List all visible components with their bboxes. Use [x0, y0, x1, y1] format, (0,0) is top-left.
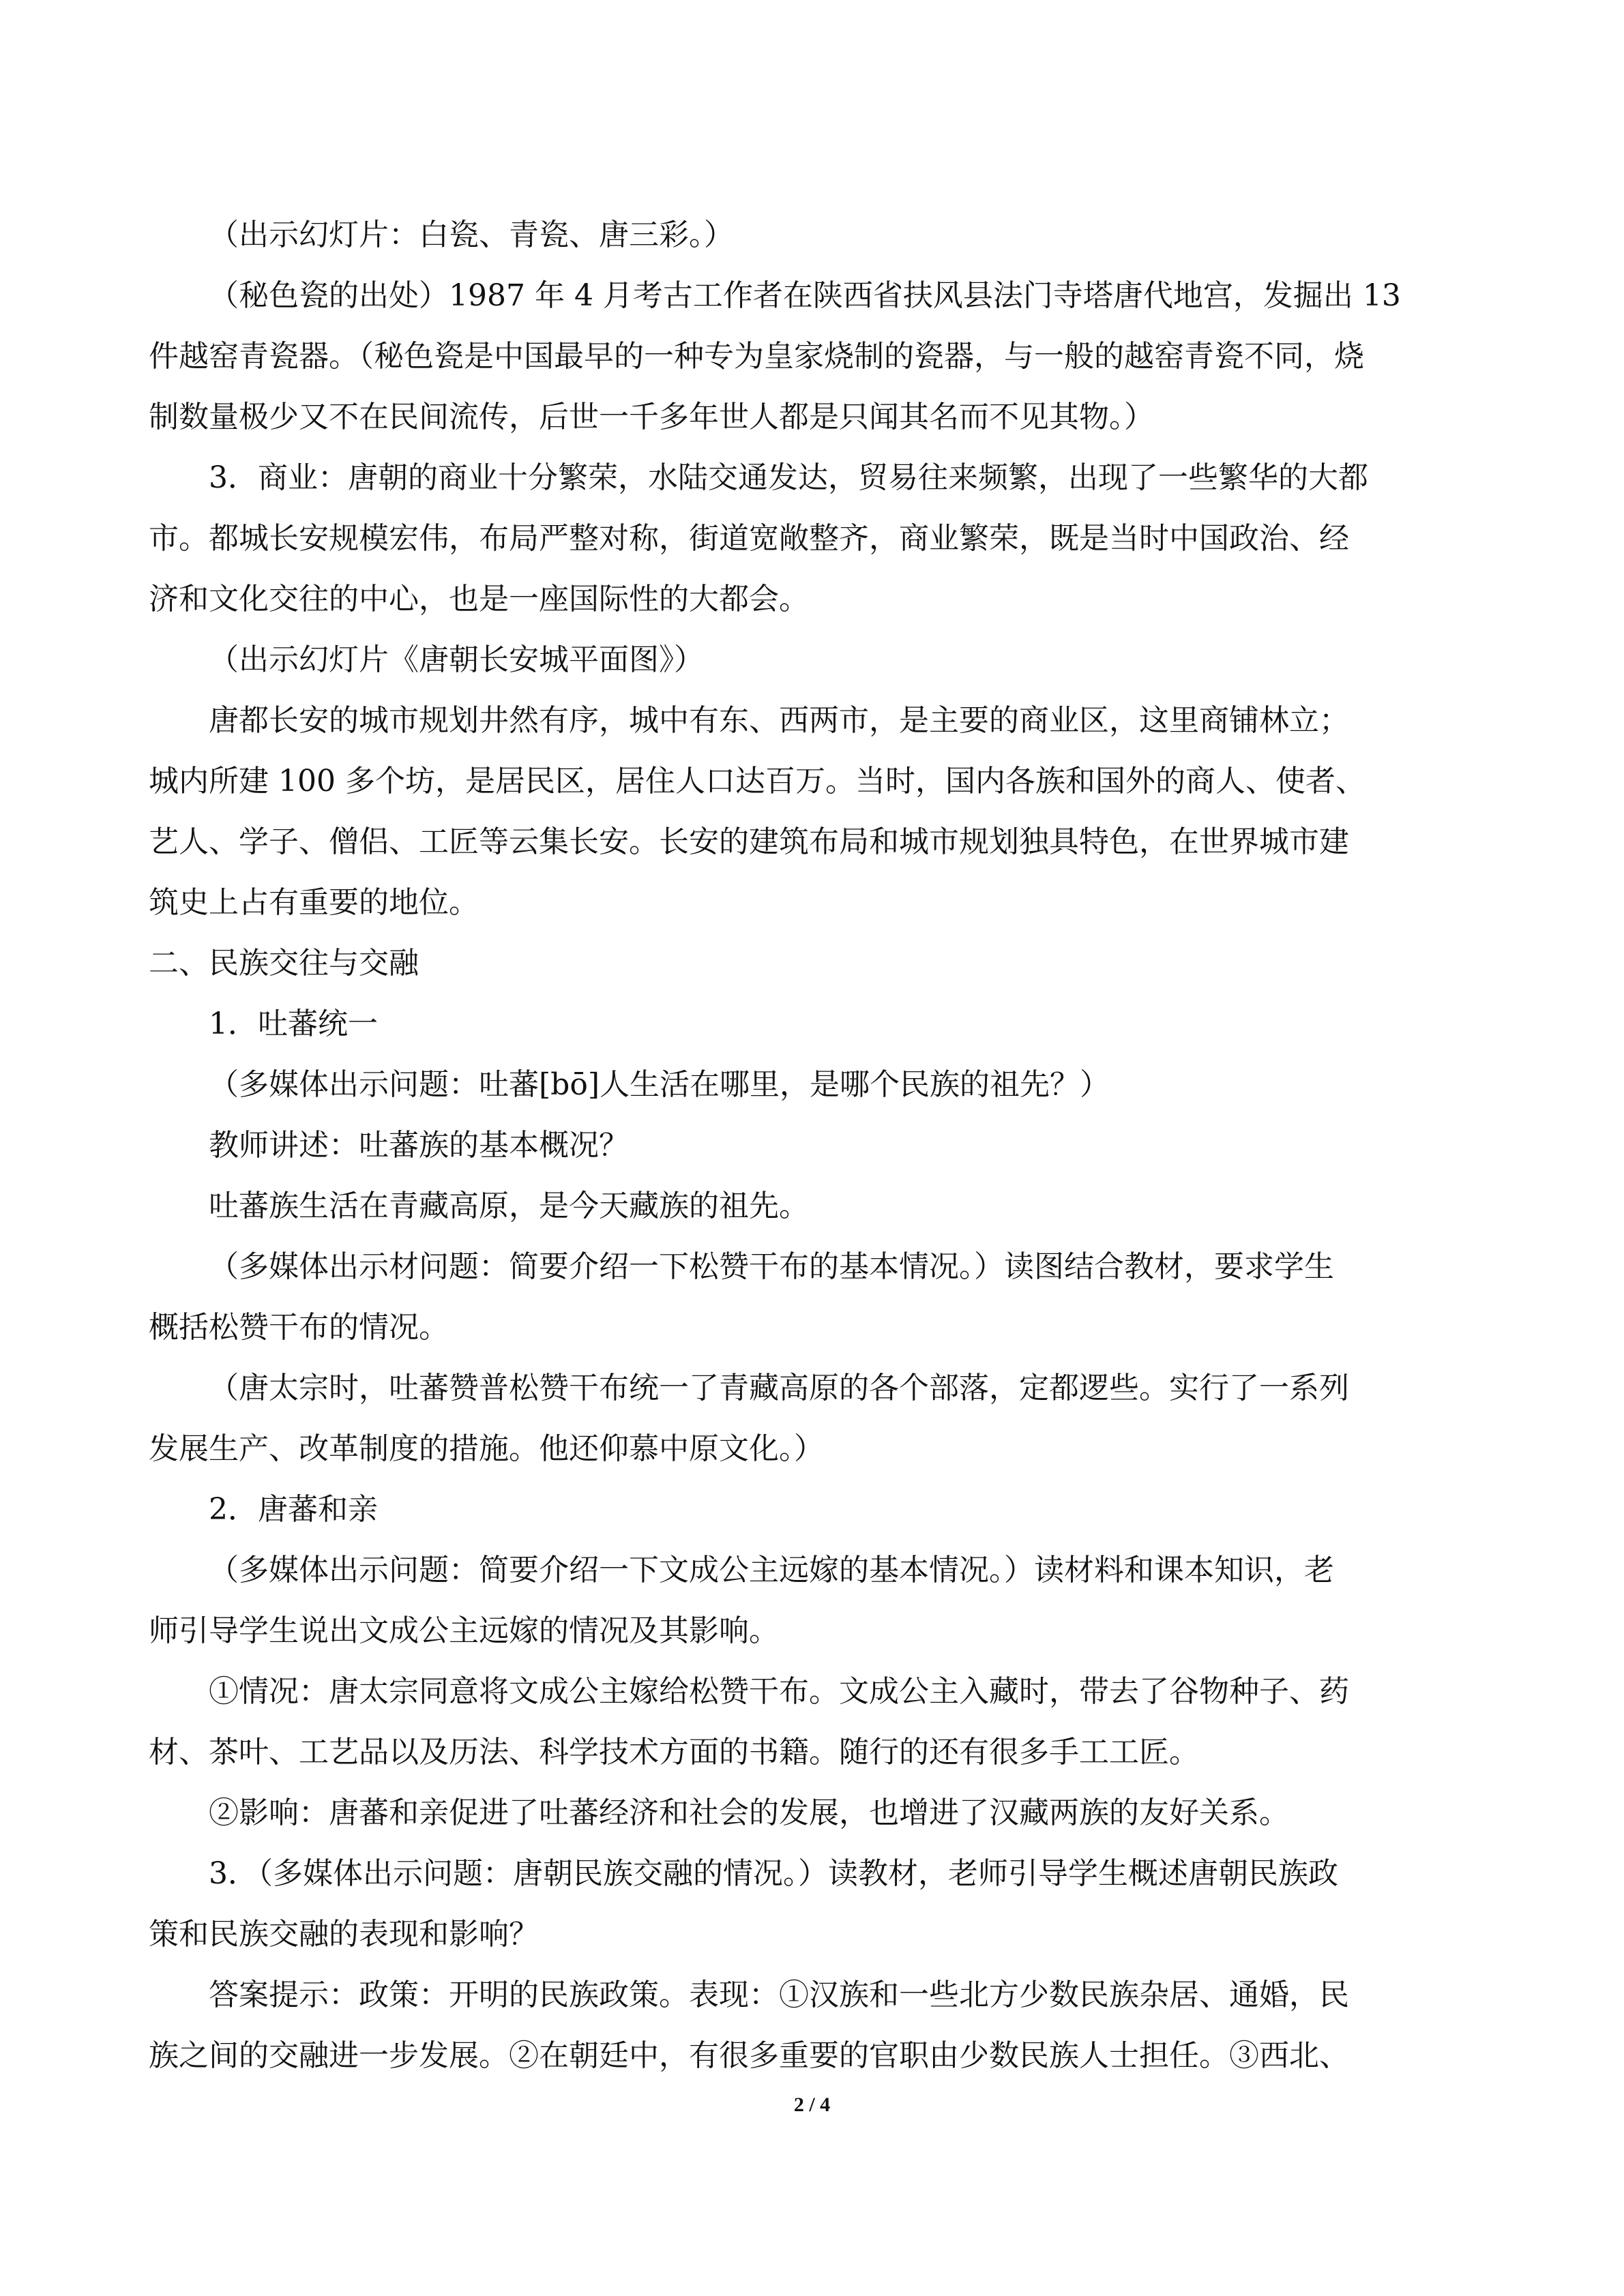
text-line: （出示幻灯片《唐朝长安城平面图》） [209, 642, 704, 677]
page-number: 2 / 4 [793, 2093, 831, 2116]
text-line: 筑史上占有重要的地位。 [149, 885, 479, 920]
text-line: 城内所建 100 多个坊，是居民区，居住人口达百万。当时，国内各族和国外的商人、使者、 [149, 764, 1365, 799]
text-line: 概括松赞干布的情况。 [149, 1310, 449, 1345]
text-line: 材、茶叶、工艺品以及历法、科学技术方面的书籍。随行的还有很多手工工匠。 [149, 1735, 1199, 1770]
text-line: ②影响：唐蕃和亲促进了吐蕃经济和社会的发展，也增进了汉藏两族的友好关系。 [209, 1795, 1289, 1830]
text-line: 3．商业：唐朝的商业十分繁荣，水陆交通发达，贸易往来频繁，出现了一些繁华的大都 [209, 460, 1368, 495]
text-line: （多媒体出示问题：简要介绍一下文成公主远嫁的基本情况。）读材料和课本知识，老 [209, 1553, 1334, 1587]
text-line: 师引导学生说出文成公主远嫁的情况及其影响。 [149, 1613, 779, 1648]
text-line: 发展生产、改革制度的措施。他还仰慕中原文化。） [149, 1431, 824, 1466]
text-line: 族之间的交融进一步发展。②在朝廷中，有很多重要的官职由少数民族人士担任。③西北、 [149, 2038, 1349, 2073]
text-line: 市。都城长安规模宏伟，布局严整对称，街道宽敞整齐，商业繁荣，既是当时中国政治、经 [149, 521, 1349, 556]
text-line: 教师讲述：吐蕃族的基本概况？ [209, 1128, 629, 1163]
text-line: （多媒体出示问题：吐蕃[bō]人生活在哪里，是哪个民族的祖先？） [209, 1067, 1110, 1102]
text-line: 2．唐蕃和亲 [209, 1492, 378, 1527]
text-line: 制数量极少又不在民间流传，后世一千多年世人都是只闻其名而不见其物。） [149, 400, 1154, 434]
text-line: 二、民族交往与交融 [149, 946, 419, 981]
text-line: （唐太宗时，吐蕃赞普松赞干布统一了青藏高原的各个部落，定都逻些。实行了一系列 [209, 1371, 1349, 1405]
text-line: 策和民族交融的表现和影响？ [149, 1917, 539, 1952]
text-line: （秘色瓷的出处）1987 年 4 月考古工作者在陕西省扶风县法门寺塔唐代地宫，发掘出 13 [209, 278, 1401, 313]
document-body [149, 205, 1473, 2086]
text-line: 唐都长安的城市规划井然有序，城中有东、西两市，是主要的商业区，这里商铺林立； [209, 703, 1349, 738]
text-line: ①情况：唐太宗同意将文成公主嫁给松赞干布。文成公主入藏时，带去了谷物种子、药 [209, 1674, 1349, 1709]
text-line: 1．吐蕃统一 [209, 1007, 378, 1041]
text-line: 件越窑青瓷器。（秘色瓷是中国最早的一种专为皇家烧制的瓷器，与一般的越窑青瓷不同，烧 [149, 339, 1364, 374]
text-line: （多媒体出示材问题：简要介绍一下松赞干布的基本情况。）读图结合教材，要求学生 [209, 1249, 1334, 1284]
text-line: 济和文化交往的中心，也是一座国际性的大都会。 [149, 582, 809, 616]
text-line: （出示幻灯片：白瓷、青瓷、唐三彩。） [209, 218, 734, 252]
text-line: 艺人、学子、僧侣、工匠等云集长安。长安的建筑布局和城市规划独具特色，在世界城市建 [149, 824, 1349, 859]
text-line: 吐蕃族生活在青藏高原，是今天藏族的祖先。 [209, 1189, 809, 1223]
text-line: 3．（多媒体出示问题：唐朝民族交融的情况。）读教材，老师引导学生概述唐朝民族政 [209, 1856, 1338, 1891]
text-line: 答案提示：政策：开明的民族政策。表现：①汉族和一些北方少数民族杂居、通婚，民 [209, 1978, 1349, 2012]
